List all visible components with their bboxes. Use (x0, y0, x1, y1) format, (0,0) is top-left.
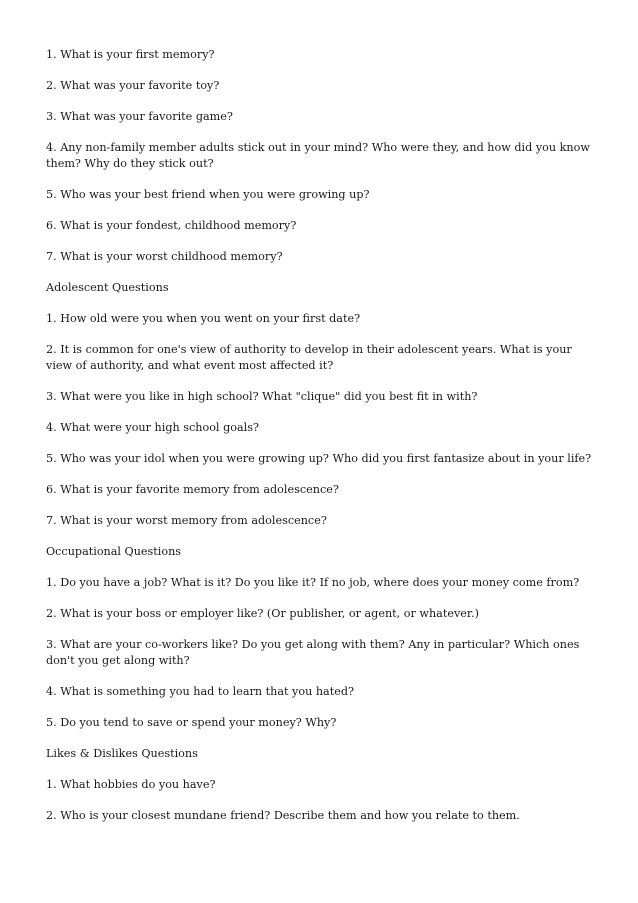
childhood-question-2: 2. What was your favorite toy? (46, 79, 220, 92)
adolescent-question-7: 7. What is your worst memory from adolescence? (46, 514, 327, 527)
adolescent-question-3: 3. What were you like in high school? What "clique" did you best fit in with? (46, 390, 478, 403)
childhood-question-4: 4. Any non-family member adults stick out in your mind? Who were they, and how did you know them? Why do they stick out? (46, 141, 590, 170)
childhood-question-1: 1. What is your first memory? (46, 48, 215, 61)
occupational-question-2: 2. What is your boss or employer like? (Or publisher, or agent, or whatever.) (46, 607, 479, 620)
occupational-question-3: 3. What are your co-workers like? Do you get along with them? Any in particular? Which ones don't you get along with? (46, 638, 580, 667)
adolescent-question-6: 6. What is your favorite memory from adolescence? (46, 483, 339, 496)
occupational-heading: Occupational Questions (46, 545, 182, 558)
childhood-question-7: 7. What is your worst childhood memory? (46, 250, 283, 263)
likes-dislikes-heading: Likes & Dislikes Questions (46, 747, 198, 760)
adolescent-question-5: 5. Who was your idol when you were growing up? Who did you first fantasize about in your life? (46, 452, 592, 465)
occupational-question-1: 1. Do you have a job? What is it? Do you like it? If no job, where does your money come from? (46, 576, 580, 589)
occupational-question-4: 4. What is something you had to learn that you hated? (46, 685, 355, 698)
childhood-question-3: 3. What was your favorite game? (46, 110, 233, 123)
adolescent-question-4: 4. What were your high school goals? (46, 421, 259, 434)
childhood-question-5: 5. Who was your best friend when you were growing up? (46, 188, 370, 201)
likes-question-2: 2. Who is your closest mundane friend? Describe them and how you relate to them. (46, 809, 520, 822)
childhood-question-6: 6. What is your fondest, childhood memory? (46, 219, 297, 232)
adolescent-question-2: 2. It is common for one's view of authority to develop in their adolescent years. What is your view of authority, and what event most affected it? (46, 343, 572, 372)
occupational-question-5: 5. Do you tend to save or spend your money? Why? (46, 716, 337, 729)
adolescent-question-1: 1. How old were you when you went on your first date? (46, 312, 361, 325)
likes-question-1: 1. What hobbies do you have? (46, 778, 216, 791)
adolescent-heading: Adolescent Questions (46, 281, 169, 294)
